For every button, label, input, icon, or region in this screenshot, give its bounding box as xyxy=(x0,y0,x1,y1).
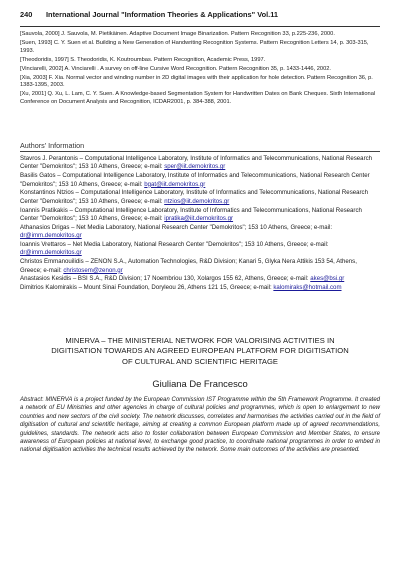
reference-item: [Xia, 2003] F. Xia. Normal vector and winding number in 2D digital images with their application for hole detection. Pattern Recognition 36, p. 1383-1395, 2003. xyxy=(20,74,373,89)
author-info: Ioannis Vrettaros – Net Media Laboratory, National Research Center "Demokritos"; 153 10 Athens, Greece; e-mail: xyxy=(20,241,329,249)
author-entry xyxy=(20,258,380,275)
abstract-separator: : xyxy=(42,397,46,403)
journal-title: International Journal "Information Theories & Applications" Vol.11 xyxy=(46,10,279,19)
author-info: Christos Emmanouilidis – ZENON S.A., Automation Technologies, R&D Division; Kanari 5, Glyka Nera Attikis 153 54, Athens, Greece; e-mail: xyxy=(20,258,357,274)
author-email-link[interactable]: kalomiraks@hotmail.com xyxy=(273,284,342,292)
page-number: 240 xyxy=(20,10,33,19)
author-email-link[interactable]: ntzios@iit.demokritos.gr xyxy=(164,197,230,205)
author-info: Ioannis Pratikakis – Computational Intelligence Laboratory, Institute of Informatics and Telecommunications, National Research Center "Demokritos"; 153 10 Athens, Greece; e-mail: xyxy=(20,206,362,223)
reference-item: [Sauvola, 2000] J. Sauvola, M. Pietikäinen. Adaptive Document Image Binarization. Pattern Recognition 33, p.225-236, 2000. xyxy=(20,31,335,37)
author-info: Basilis Gatos – Computational Intelligence Laboratory, Institute of Informatics and Telecommunications, National Research Center "Demokritos"; 153 10 Athens, Greece; e-mail: xyxy=(20,172,370,188)
article-title-line: MINERVA – THE MINISTERIAL NETWORK FOR VALORISING ACTIVITIES IN xyxy=(65,336,335,345)
author-entry xyxy=(20,224,380,241)
article-title xyxy=(26,336,374,367)
author-email-link[interactable]: dr@imm.demokritos.gr xyxy=(20,249,82,257)
author-info: Athanasios Drigas – Net Media Laboratory, National Research Center "Demokritos"; 153 10 Athens, Greece; e-mail: xyxy=(20,223,333,231)
author-list xyxy=(20,155,380,293)
author-email-link[interactable]: ipratika@iit.demokritos.gr xyxy=(164,215,234,223)
author-email-link[interactable]: dr@imm.demokritos.gr xyxy=(20,232,82,240)
abstract xyxy=(20,396,380,455)
author-email-link[interactable]: bgat@iit.demokritos.gr xyxy=(144,180,206,188)
reference-item: [Vinciarelli, 2002] A. Vinciarelli . A survey on off-line Cursive Word Recognition. Pattern Recognition 35, p. 1433-1446, 2002. xyxy=(20,65,331,72)
reference-item: [Xu, 2001] Q. Xu, L. Lam, C. Y. Suen. A Knowledge-based Segmentation System for Handwritten Dates on Bank Cheques. Sixth International Conference on Document Analysis and Recognition, ICDAR2001, p. 384-388, 2001. xyxy=(20,91,376,106)
author-entry xyxy=(20,172,380,189)
reference-list xyxy=(20,31,380,108)
page-header xyxy=(20,10,380,27)
author-info: Stavros J. Perantonis – Computational Intelligence Laboratory, Institute of Informatics and Telecommunications, National Research Center "Demokritos"; 153 10 Athens, Greece; e-mail: xyxy=(20,155,373,171)
author-entry xyxy=(20,155,380,172)
abstract-text: MINERVA is a project funded by the European Commission IST Programme within the 5th Framework Programme. It created a network of EU Ministries and other agencies in charge of cultural policies and programmes, which is open to enlargement to new countries and new sectors of the civil society. The network discusses, correlates and harmonises the activities carried out in the field of digitisation of cultural and scientific heritage, aiming at creating a common European platform made up of agreed recommendations, guidelines, standards. The network acts also to foster collaboration between European Commission and Member States, to ensure awareness of European policies at national level, to exchange good practice, to coordinate national programmes in order to embed in national digitisation activities the technical results achieved by the network. Some main outcomes of the activities are presented. xyxy=(20,397,380,454)
author-info: Dimitrios Kalomirakis – Mount Sinai Foundation, Doryleou 26, Athens 121 15, Greece; e-mail: xyxy=(20,284,274,292)
article-title-line: OF CULTURAL AND SCIENTIFIC HERITAGE xyxy=(121,356,279,366)
author-email-link[interactable]: akes@bsi.gr xyxy=(310,275,345,283)
author-entry xyxy=(20,207,380,224)
author-info: Anastasios Kesidis – BSI S.A., R&D Division; 17 Noembriou 130, Xolargos 155 62, Athens, Greece; e-mail: xyxy=(20,275,311,283)
reference-item: [Suen, 1993] C. Y. Suen et al. Building a New Generation of Handwriting Recognition Systems. Pattern Recognition Letters 14, p. 303-315, 1993. xyxy=(20,40,369,54)
article-title-line: DIGITISATION TOWARDS AN AGREED EUROPEAN PLATFORM FOR DIGITISATION xyxy=(51,346,349,356)
author-entry xyxy=(20,241,380,258)
author-email-link[interactable]: sper@iit.demokritos.gr xyxy=(164,163,226,171)
author-entry xyxy=(20,189,380,206)
reference-item: [Theodoridis, 1997] S. Theodoridis, K. Koutroumbas. Pattern Recognition, Academic Press, 1997. xyxy=(20,56,266,63)
authors-section-title: Authors' Information xyxy=(20,141,380,152)
article-author: Giuliana De Francesco xyxy=(152,378,248,389)
author-entry xyxy=(20,275,380,283)
abstract-label: Abstract xyxy=(20,397,43,403)
author-email-link[interactable]: christosem@zenon.gr xyxy=(63,266,123,274)
author-info: Konstantinos Ntzios – Computational Intelligence Laboratory, Institute of Informatics and Telecommunications, National Research Center "Demokritos"; 153 10 Athens, Greece; e-mail: xyxy=(20,189,368,205)
author-entry xyxy=(20,284,380,292)
